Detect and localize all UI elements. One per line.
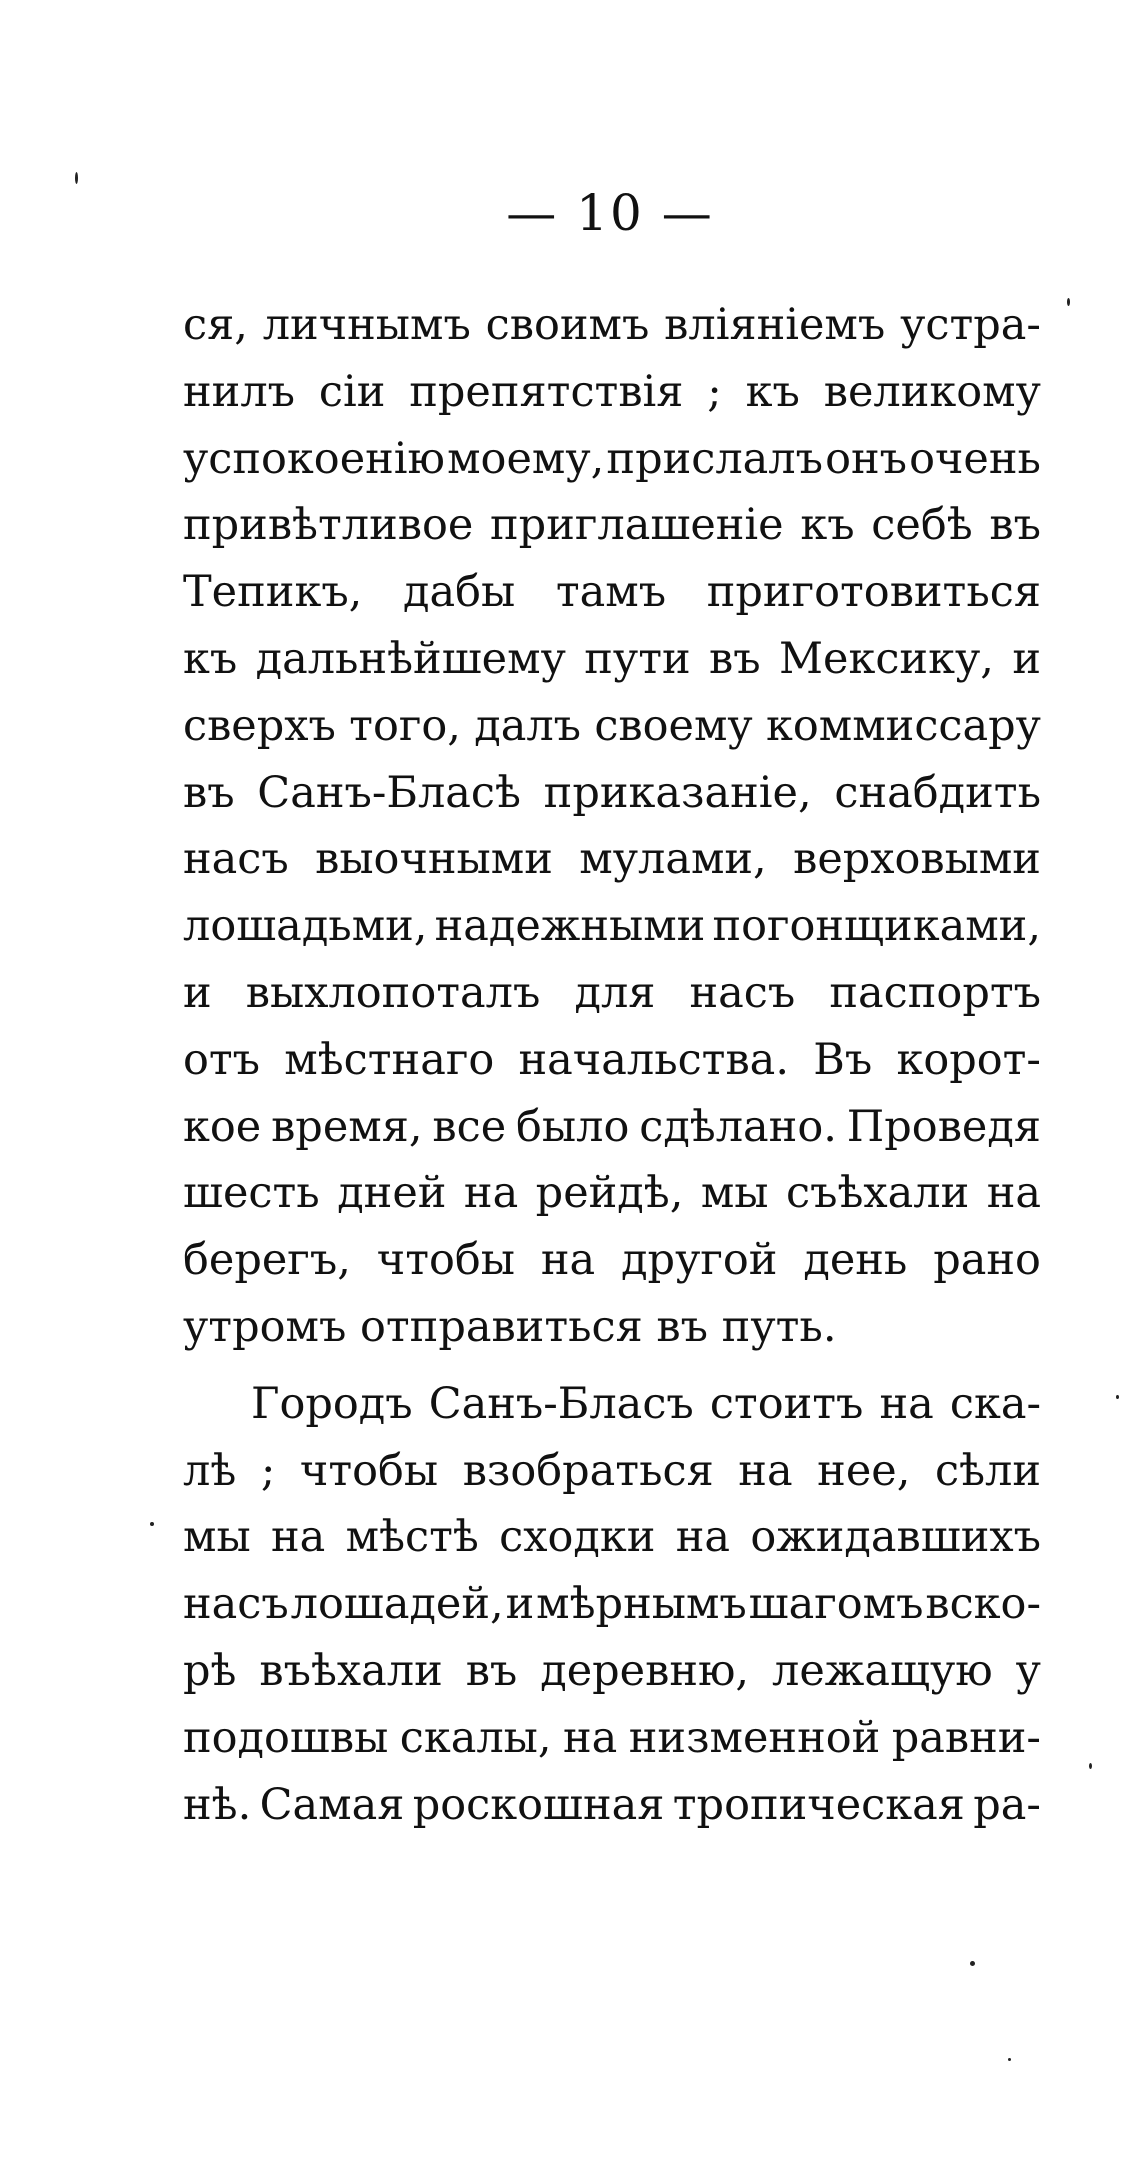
text-line: утромъ отправиться въ путь. bbox=[183, 1301, 837, 1352]
text-line: сверхъ того, далъ своему коммиссару bbox=[183, 700, 1041, 751]
text-line: Городъ Санъ-Бласъ стоитъ на ска- bbox=[251, 1378, 1041, 1429]
scan-speck bbox=[75, 172, 78, 184]
text-line: насъ лошадей, и мѣрнымъ шагомъ вско- bbox=[183, 1579, 1041, 1630]
text-line: нилъ сіи препятствія ; къ великому bbox=[183, 366, 1041, 417]
text-line: мы на мѣстѣ сходки на ожидавшихъ bbox=[183, 1512, 1041, 1563]
text-line: кое время, все было сдѣлано. Проведя bbox=[183, 1101, 1041, 1152]
text-line: успокоенію моему, прислалъ онъ очень bbox=[183, 433, 1041, 484]
scan-speck bbox=[150, 1522, 154, 1526]
text-line: ся, личнымъ своимъ вліяніемъ устра- bbox=[183, 300, 1041, 350]
text-line: къ дальнѣйшему пути въ Мексику, и bbox=[183, 633, 1041, 684]
text-line: отъ мѣстнаго начальства. Въ корот- bbox=[183, 1034, 1041, 1085]
page-number: — 10 — bbox=[506, 184, 714, 242]
paragraph-2 bbox=[183, 1371, 1041, 1839]
text-line: Тепикъ, дабы тамъ приготовиться bbox=[183, 567, 1041, 618]
scan-speck bbox=[970, 1961, 975, 1966]
text-line: лѣ ; чтобы взобраться на нее, сѣли bbox=[183, 1445, 1041, 1496]
text-line: нѣ. Самая роскошная тропическая ра- bbox=[183, 1779, 1041, 1830]
text-line: и выхлопоталъ для насъ паспортъ bbox=[183, 967, 1041, 1018]
text-line: рѣ въѣхали въ деревню, лежащую у bbox=[183, 1645, 1041, 1696]
text-line: въ Санъ-Бласѣ приказаніе, снабдить bbox=[183, 767, 1041, 818]
text-line: шесть дней на рейдѣ, мы съѣхали на bbox=[183, 1168, 1041, 1219]
text-line: насъ выочными мулами, верховыми bbox=[183, 834, 1041, 885]
scan-speck bbox=[1089, 1763, 1092, 1769]
text-line: берегъ, чтобы на другой день рано bbox=[183, 1235, 1041, 1286]
text-line: привѣтливое приглашеніе къ себѣ въ bbox=[183, 500, 1041, 551]
text-line: подошвы скалы, на низменной равни- bbox=[183, 1712, 1041, 1763]
body-text bbox=[183, 292, 1041, 1838]
paragraph-gap bbox=[183, 1361, 1041, 1371]
scan-speck bbox=[1116, 1395, 1119, 1399]
scan-speck bbox=[1008, 2058, 1011, 2061]
text-line: лошадьми, надежными погонщиками, bbox=[183, 901, 1041, 952]
paragraph-1 bbox=[183, 292, 1041, 1361]
scan-speck bbox=[1067, 298, 1070, 306]
